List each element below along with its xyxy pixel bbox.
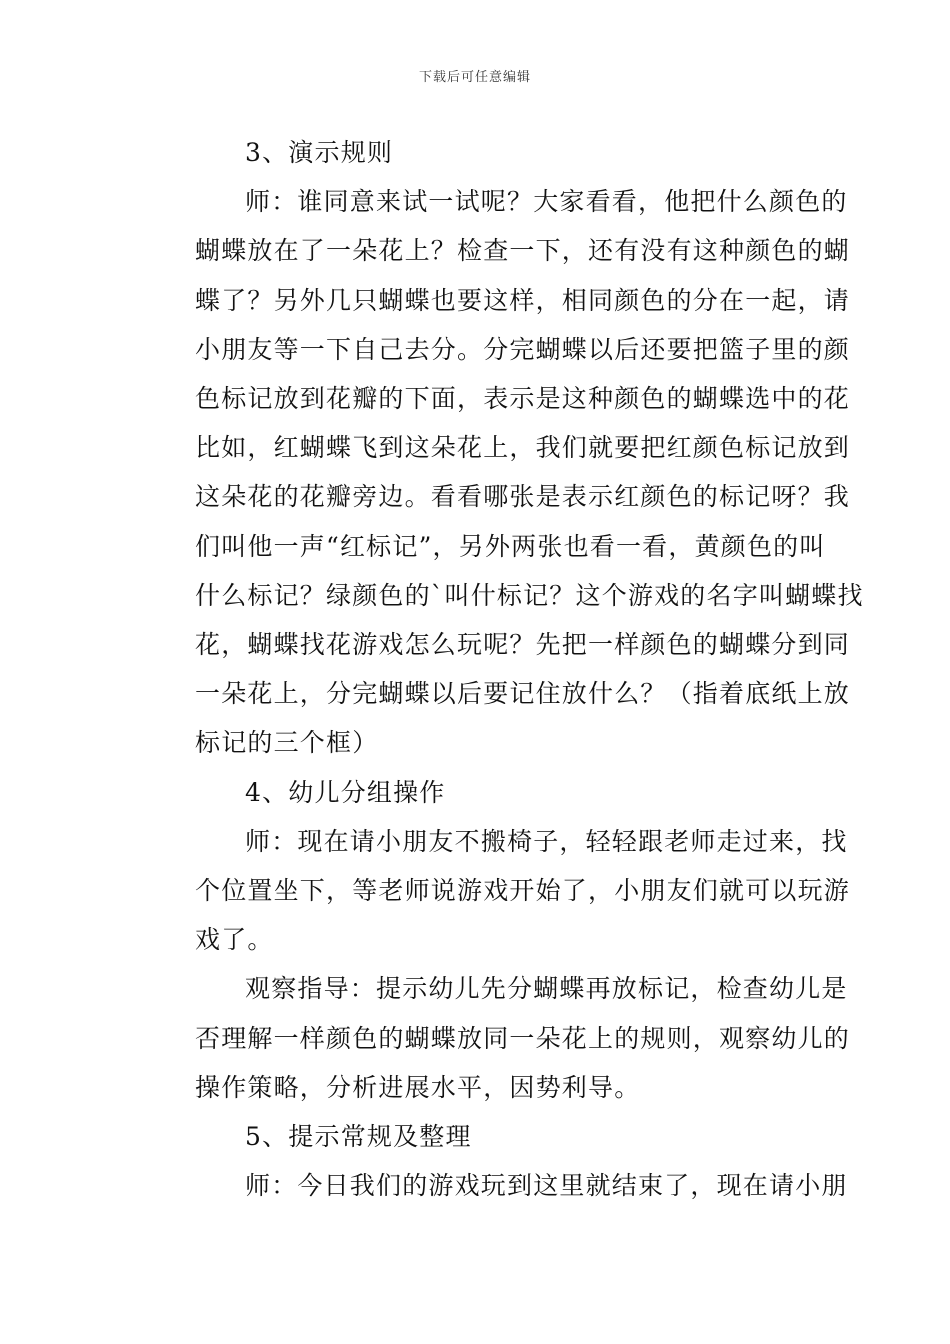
text-line: 师：现在请小朋友不搬椅子，轻轻跟老师走过来，找: [245, 826, 848, 856]
header-note: 下载后可任意编辑: [418, 70, 531, 85]
paragraph-observation-guidance: [145, 964, 851, 1112]
text-line: 观察指导：提示幼儿先分蝴蝶再放标记，检查幼儿是: [245, 974, 848, 1004]
text-line: 蝶了？另外几只蝴蝶也要这样，相同颜色的分在一起，请: [195, 285, 851, 315]
section-heading: 5、提示常规及整理: [245, 1122, 472, 1152]
paragraph-closing: [145, 1161, 848, 1210]
paragraph-group-operation: [145, 817, 851, 965]
paragraph-demo-rules: [145, 177, 864, 767]
text-line: 们叫他一声“红标记”，另外两张也看一看，黄颜色的叫: [195, 531, 826, 561]
text-line: 个位置坐下，等老师说游戏开始了，小朋友们就可以玩游: [195, 876, 851, 906]
text-line: 师：今日我们的游戏玩到这里就结束了，现在请小朋: [245, 1171, 848, 1201]
section-heading: 3、演示规则: [245, 138, 394, 167]
text-line: 操作策略，分析进展水平，因势利导。: [195, 1072, 641, 1102]
text-line: 花，蝴蝶找花游戏怎么玩呢？先把一样颜色的蝴蝶分到同: [195, 630, 851, 660]
text-line: 师：谁同意来试一试呢？大家看看，他把什么颜色的: [245, 187, 848, 217]
section-heading: 4、幼儿分组操作: [245, 777, 446, 807]
text-line: 色标记放到花瓣的下面，表示是这种颜色的蝴蝶选中的花: [195, 384, 851, 414]
text-line: 戏了。: [195, 925, 274, 955]
body-text: [145, 128, 864, 1210]
text-line: 比如，红蝴蝶飞到这朵花上，我们就要把红颜色标记放到: [195, 433, 851, 463]
text-line: 什么标记？绿颜色的`叫什标记？这个游戏的名字叫蝴蝶找: [195, 580, 864, 610]
text-line: 否理解一样颜色的蝴蝶放同一朵花上的规则，观察幼儿的: [195, 1023, 851, 1053]
text-line: 蝴蝶放在了一朵花上？检查一下，还有没有这种颜色的蝴: [195, 236, 851, 266]
text-line: 小朋友等一下自己去分。分完蝴蝶以后还要把篮子里的颜: [195, 334, 851, 364]
paragraph-section-4-heading: [145, 768, 807, 817]
paragraph-section-3-heading: [145, 128, 807, 177]
text-line: 一朵花上，分完蝴蝶以后要记住放什么？（指着底纸上放: [195, 679, 851, 709]
text-line: 标记的三个框）: [195, 728, 379, 758]
paragraph-section-5-heading: [145, 1112, 807, 1161]
text-line: 这朵花的花瓣旁边。看看哪张是表示红颜色的标记呀？我: [195, 482, 851, 512]
